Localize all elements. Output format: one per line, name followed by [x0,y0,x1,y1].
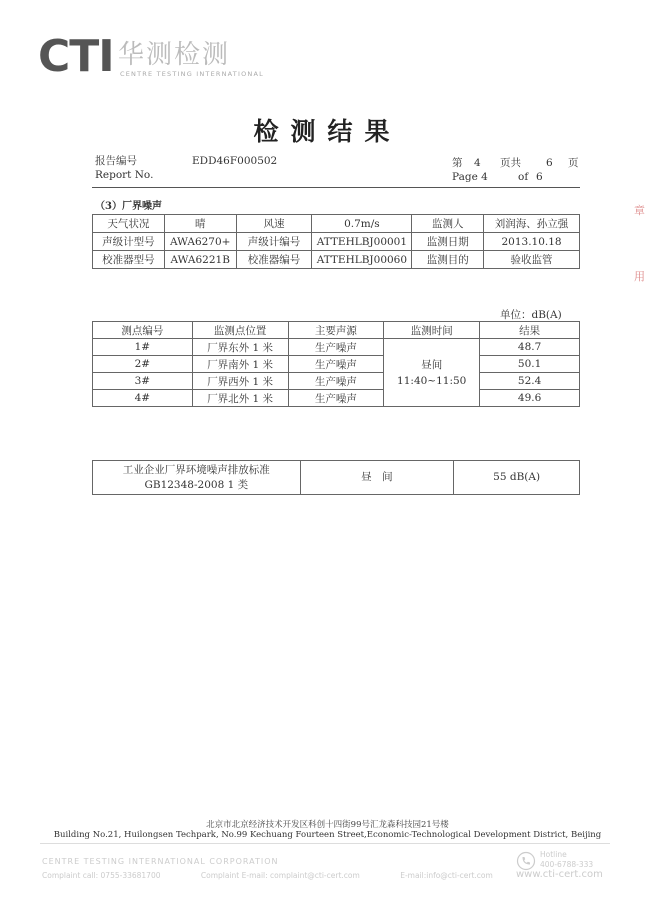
header-divider [92,187,580,188]
page-cn-5: 页 [568,157,579,169]
page-en-1: Page 4 [452,171,488,183]
hotline-number: 400-6788-333 [540,860,594,869]
info-cell: 校准器编号 [236,251,312,269]
footer-contacts [42,871,531,880]
page-indicator-en [452,170,579,184]
logo-cn-name: 华测检测 [118,40,231,70]
header-source: 主要声源 [288,322,384,339]
point-id: 4# [93,390,193,407]
page-indicator-cn [452,156,579,170]
page-en-3: 6 [536,171,543,183]
info-cell: 监测人 [412,215,484,233]
page-cn-1: 第 [452,157,463,169]
side-stamp-mark-2: 用 [634,270,645,283]
header-location: 监测点位置 [192,322,288,339]
footer-address-en: Building No.21, Huilongsen Techpark, No.99 Kechuang Fourteen Street,Economic-Technological Development District, Beijing [53,830,602,840]
cti-logo [38,30,268,85]
point-id: 1# [93,339,193,356]
noise-result: 49.6 [480,390,580,407]
info-cell: 刘润海、孙立强 [484,215,580,233]
report-number-label-en: Report No. [95,169,154,181]
report-number-labels [95,154,153,182]
info-cell: 晴 [164,215,236,233]
standard-name-line1: 工业企业厂界环境噪声排放标准 [122,463,270,476]
info-cell: 声级计型号 [93,233,165,251]
page-indicator [452,156,579,184]
monitoring-time [384,339,480,407]
phone-icon [516,851,536,871]
standard-name [93,461,301,495]
result-row [93,390,580,407]
results-header-row [93,322,580,339]
section-label: （3）厂界噪声 [95,201,162,212]
standard-table [92,460,580,495]
monitoring-info-table [92,214,580,269]
info-row [93,233,580,251]
footer-corp-name: CENTRE TESTING INTERNATIONAL CORPORATION [42,857,279,866]
noise-source: 生产噪声 [288,373,384,390]
point-location: 厂界东外 1 米 [192,339,288,356]
page-cn-2: 4 [474,157,481,169]
point-location: 厂界北外 1 米 [192,390,288,407]
info-cell: ATTEHLBJ00001 [312,233,412,251]
page-cn-4: 6 [546,157,553,169]
info-cell: 验收监管 [484,251,580,269]
noise-results-table [92,321,580,407]
standard-row [93,461,580,495]
header-result: 结果 [480,322,580,339]
header-point: 测点编号 [93,322,193,339]
point-location: 厂界南外 1 米 [192,356,288,373]
info-cell: AWA6270+ [164,233,236,251]
point-location: 厂界西外 1 米 [192,373,288,390]
noise-result: 52.4 [480,373,580,390]
footer-email: E-mail:info@cti-cert.com [400,871,493,880]
point-id: 2# [93,356,193,373]
result-row [93,356,580,373]
info-row [93,215,580,233]
info-cell: 0.7m/s [312,215,412,233]
page-en-2: of [518,171,529,183]
noise-result: 50.1 [480,356,580,373]
monitoring-time-line: 11:40~11:50 [397,374,467,387]
standard-name-line2: GB12348-2008 1 类 [144,478,249,491]
hotline [540,850,593,870]
noise-source: 生产噪声 [288,356,384,373]
info-cell: 2013.10.18 [484,233,580,251]
footer-complaint-email: Complaint E-mail: complaint@cti-cert.com [200,871,360,880]
noise-source: 生产噪声 [288,390,384,407]
logo-brand: CTI [38,31,114,82]
info-cell: 风速 [236,215,312,233]
hotline-label: Hotline [540,850,567,859]
footer-website: www.cti-cert.com [516,869,603,880]
info-cell: 声级计编号 [236,233,312,251]
page-cn-3: 页共 [500,157,521,169]
info-cell: 监测日期 [412,233,484,251]
unit-label: 单位：dB(A) [500,309,562,321]
footer-divider [40,843,610,844]
result-row [93,339,580,356]
report-number-label-cn: 报告编号 [95,155,137,167]
info-cell: 监测目的 [412,251,484,269]
report-number: EDD46F000502 [192,155,278,167]
info-row [93,251,580,269]
footer-address-cn: 北京市北京经济技术开发区科创十四街99号汇龙森科技园21号楼 [206,820,449,830]
noise-source: 生产噪声 [288,339,384,356]
page-title: 检测结果 [253,117,402,146]
info-cell: 天气状况 [93,215,165,233]
logo-en-name: CENTRE TESTING INTERNATIONAL [120,70,264,78]
point-id: 3# [93,373,193,390]
monitoring-time-line: 昼间 [421,358,443,371]
header-time: 监测时间 [384,322,480,339]
info-cell: ATTEHLBJ00060 [312,251,412,269]
info-cell: AWA6221B [164,251,236,269]
standard-limit: 55 dB(A) [454,461,580,495]
result-row [93,373,580,390]
info-cell: 校准器型号 [93,251,165,269]
standard-period: 昼 间 [300,461,454,495]
footer-complaint-call: Complaint call: 0755-33681700 [42,871,161,880]
side-stamp-mark-1: 章 [634,204,645,217]
noise-result: 48.7 [480,339,580,356]
